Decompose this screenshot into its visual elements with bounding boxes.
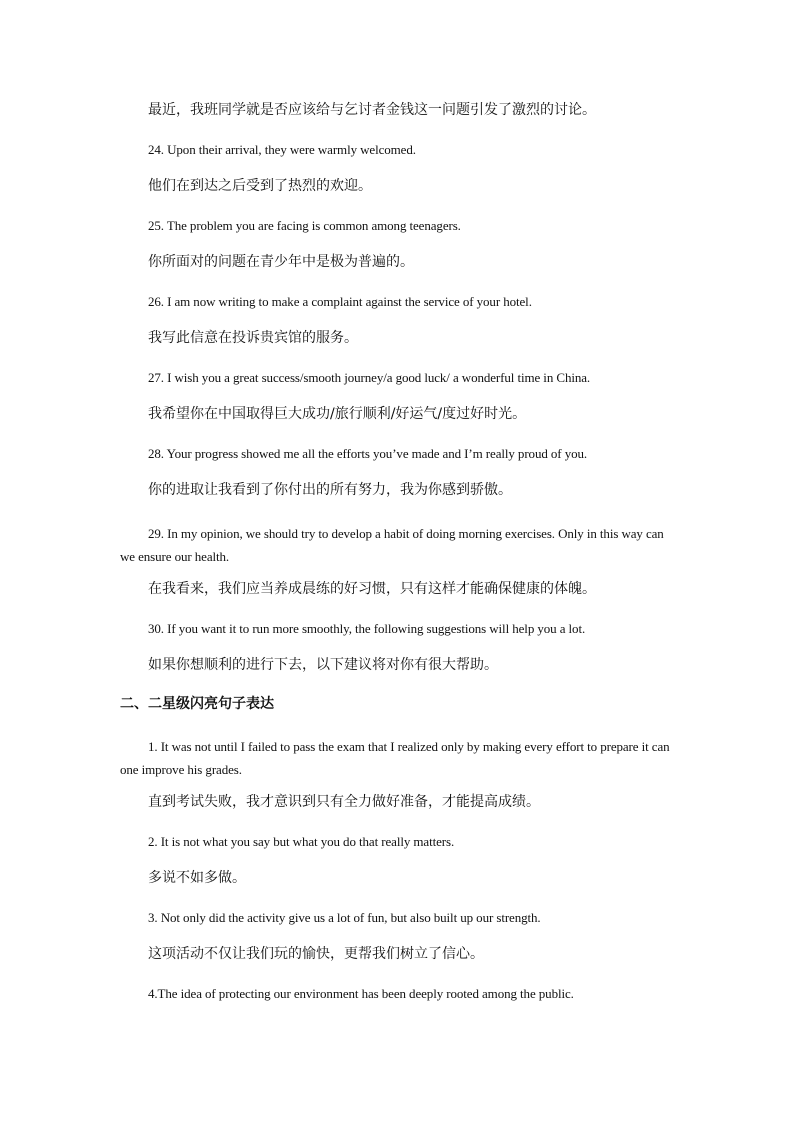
section-item-2-translation: 多说不如多做。 bbox=[148, 870, 246, 886]
item-25-sentence: 25. The problem you are facing is common among teenagers. bbox=[148, 218, 461, 233]
section-item-3-translation: 这项活动不仅让我们玩的愉快，更帮我们树立了信心。 bbox=[148, 946, 484, 962]
section-item-2-sentence: 2. It is not what you say but what you do that really matters. bbox=[148, 834, 455, 849]
item-28-translation: 你的进取让我看到了你付出的所有努力，我为你感到骄傲。 bbox=[148, 482, 512, 498]
section-item-1-translation: 直到考试失败，我才意识到只有全力做好准备，才能提高成绩。 bbox=[148, 794, 540, 810]
section-item-1-sentence: 1. It was not until I failed to pass the exam that I realized only by making every effort to prepare it can one improve his grades. bbox=[120, 739, 670, 777]
item-25-translation: 你所面对的问题在青少年中是极为普遍的。 bbox=[148, 254, 414, 270]
item-30-translation: 如果你想顺利的进行下去，以下建议将对你有很大帮助。 bbox=[148, 657, 498, 673]
item-29-translation: 在我看来，我们应当养成晨练的好习惯，只有这样才能确保健康的体魄。 bbox=[148, 581, 596, 597]
item-26-sentence: 26. I am now writing to make a complaint against the service of your hotel. bbox=[148, 294, 532, 309]
item-24-sentence: 24. Upon their arrival, they were warmly welcomed. bbox=[148, 142, 416, 157]
item-30-sentence: 30. If you want it to run more smoothly, the following suggestions will help you a lot. bbox=[148, 621, 586, 636]
item-28-sentence: 28. Your progress showed me all the efforts you’ve made and I’m really proud of you. bbox=[148, 446, 588, 461]
item-27-translation: 我希望你在中国取得巨大成功/旅行顺利/好运气/度过好时光。 bbox=[148, 406, 527, 422]
item-27-sentence: 27. I wish you a great success/smooth journey/a good luck/ a wonderful time in China. bbox=[148, 370, 591, 385]
item-24-translation: 他们在到达之后受到了热烈的欢迎。 bbox=[148, 178, 372, 194]
item-23-translation: 最近，我班同学就是否应该给与乞讨者金钱这一问题引发了激烈的讨论。 bbox=[148, 102, 596, 118]
item-29-sentence: 29. In my opinion, we should try to develop a habit of doing morning exercises. Only in this way can we ensure our health. bbox=[120, 526, 664, 564]
item-26-translation: 我写此信意在投诉贵宾馆的服务。 bbox=[148, 330, 358, 346]
section-item-3-sentence: 3. Not only did the activity give us a lot of fun, but also built up our strength. bbox=[148, 910, 541, 925]
section-heading: 二、二星级闪亮句子表达 bbox=[120, 696, 274, 712]
section-item-4-sentence: 4.The idea of protecting our environment has been deeply rooted among the public. bbox=[148, 986, 574, 1001]
